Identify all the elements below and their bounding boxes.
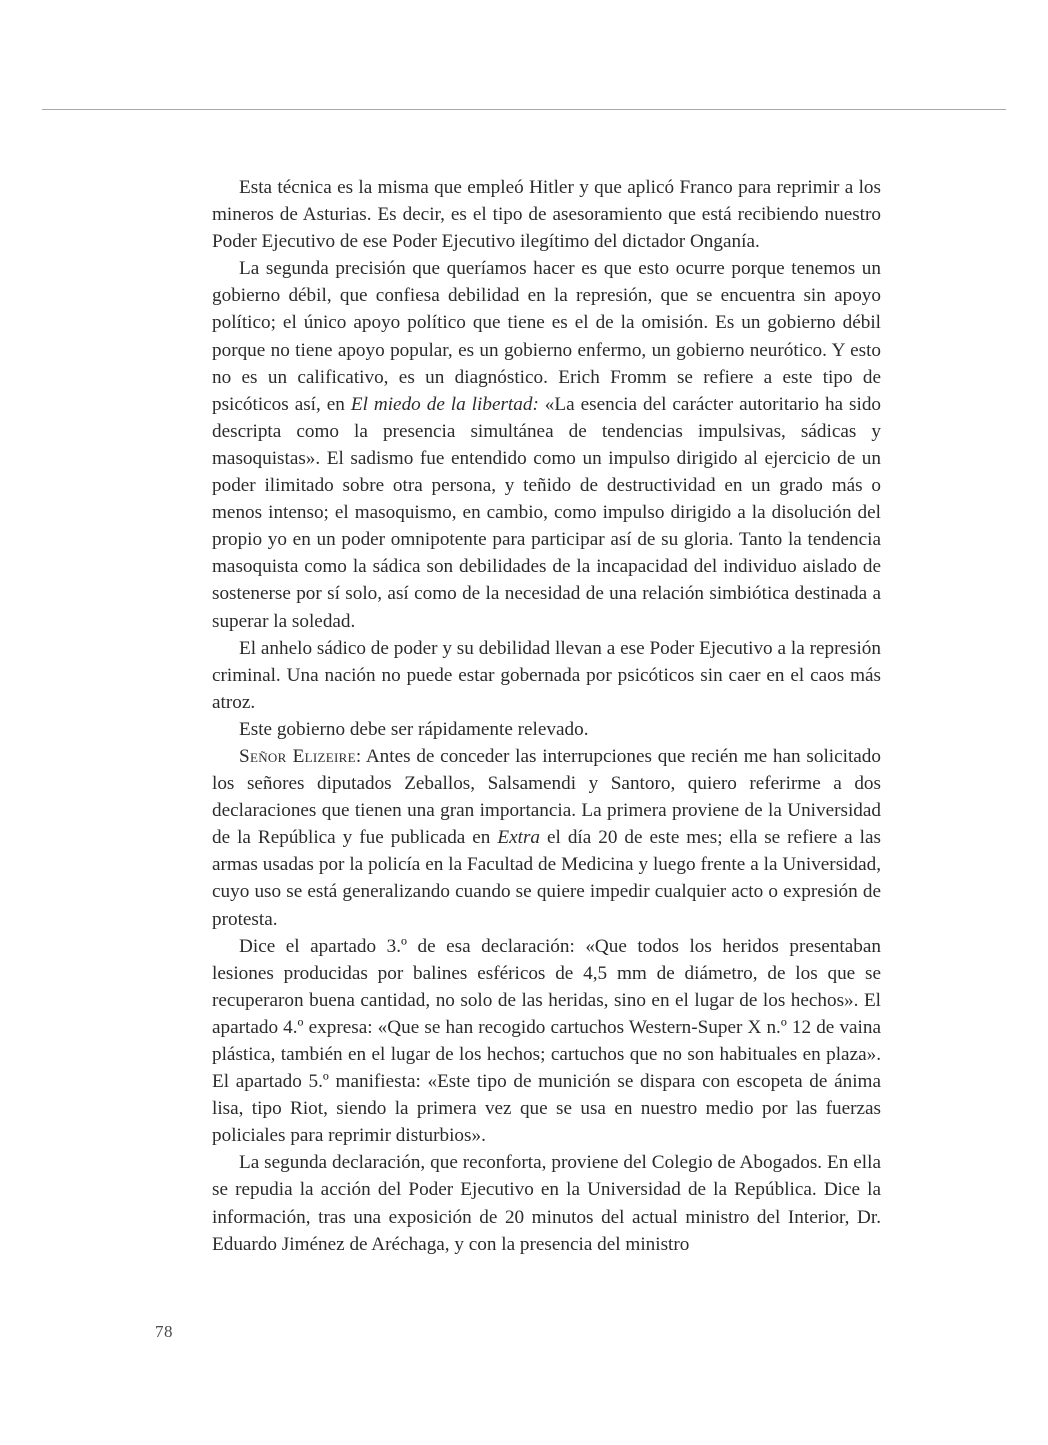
speaker-name: Señor Elizeire <box>239 745 356 767</box>
paragraph-2 <box>212 255 881 634</box>
book-title: El miedo de la libertad: <box>350 393 539 415</box>
paragraph-5-text-after: el día 20 de este mes; ella se refiere a las armas usadas por la policía en la Facultad de Medicina y luego frente a la Universidad, cuyo uso se está generalizando cuando se quiere impedir cualquier acto o expresión de protesta. <box>212 827 881 930</box>
paragraph-1: Esta técnica es la misma que empleó Hitler y que aplicó Franco para reprimir a los mineros de Asturias. Es decir, es el tipo de asesoramiento que está recibiendo nuestro Poder Ejecutivo de ese Poder Ejecutivo ilegítimo del dictador Onganía. <box>212 177 881 253</box>
paragraph-3: El anhelo sádico de poder y su debilidad llevan a ese Poder Ejecutivo a la represión criminal. Una nación no puede estar gobernada por psicóticos sin caer en el caos más atroz. <box>212 637 881 713</box>
body-text <box>212 174 881 1258</box>
paragraph-2-text-after: «La esencia del carácter autoritario ha sido descripta como la presencia simultánea de tendencias impulsivas, sádicas y masoquistas». El sadismo fue entendido como un impulso dirigido al ejercicio de un poder ilimitado sobre otra persona, y teñido de destructividad en un grado más o menos intenso; el masoquismo, en cambio, como impulso dirigido a la disolución del propio yo en un poder omnipotente para participar así de su gloria. Tanto la tendencia masoquista como la sádica son debilidades de la incapacidad del individuo aislado de sostenerse por sí solo, así como de la necesidad de una relación simbiótica destinada a superar la soledad. <box>212 393 882 632</box>
paragraph-5-text-before: : Antes de conceder las interrupciones que recién me han solicitado los señores diputados Zeballos, Salsamendi y Santoro, quiero referirme a dos declaraciones que tienen una gran importancia. La primera proviene de la Universidad de la República y fue publicada en <box>212 745 881 849</box>
paragraph-4: Este gobierno debe ser rápidamente relevado. <box>239 718 589 740</box>
paragraph-7: La segunda declaración, que reconforta, proviene del Colegio de Abogados. En ella se repudia la acción del Poder Ejecutivo en la Universidad de la República. Dice la información, tras una exposición de 20 minutos del actual ministro del Interior, Dr. Eduardo Jiménez de Aréchaga, y con la presencia del ministro <box>212 1152 881 1255</box>
newspaper-name: Extra <box>497 827 541 849</box>
paragraph-2-text-before: La segunda precisión que queríamos hacer es que esto ocurre porque tenemos un gobierno débil, que confiesa debilidad en la represión, que se encuentra sin apoyo político; el único apoyo político que tiene es el de la omisión. Es un gobierno débil porque no tiene apoyo popular, es un gobierno enfermo, un gobierno neurótico. Y esto no es un calificativo, es un diagnóstico. Erich Fromm se refiere a este tipo de psicóticos así, en <box>212 258 881 415</box>
paragraph-6: Dice el apartado 3.º de esa declaración: «Que todos los heridos presentaban lesiones producidas por balines esféricos de 4,5 mm de diámetro, de los que se recuperaron buena cantidad, no solo de las heridas, sino en el lugar de los hechos». El apartado 4.º expresa: «Que se han recogido cartuchos Western-Super X n.º 12 de vaina plástica, también en el lugar de los hechos; cartuchos que no son habituales en plaza». El apartado 5.º manifiesta: «Este tipo de munición se dispara con escopeta de ánima lisa, tipo Riot, siendo la primera vez que se usa en nuestro medio por las fuerzas policiales para reprimir disturbios». <box>212 935 881 1147</box>
header-rule <box>42 109 1006 110</box>
paragraph-5 <box>212 743 881 933</box>
page-number: 78 <box>155 1322 173 1341</box>
